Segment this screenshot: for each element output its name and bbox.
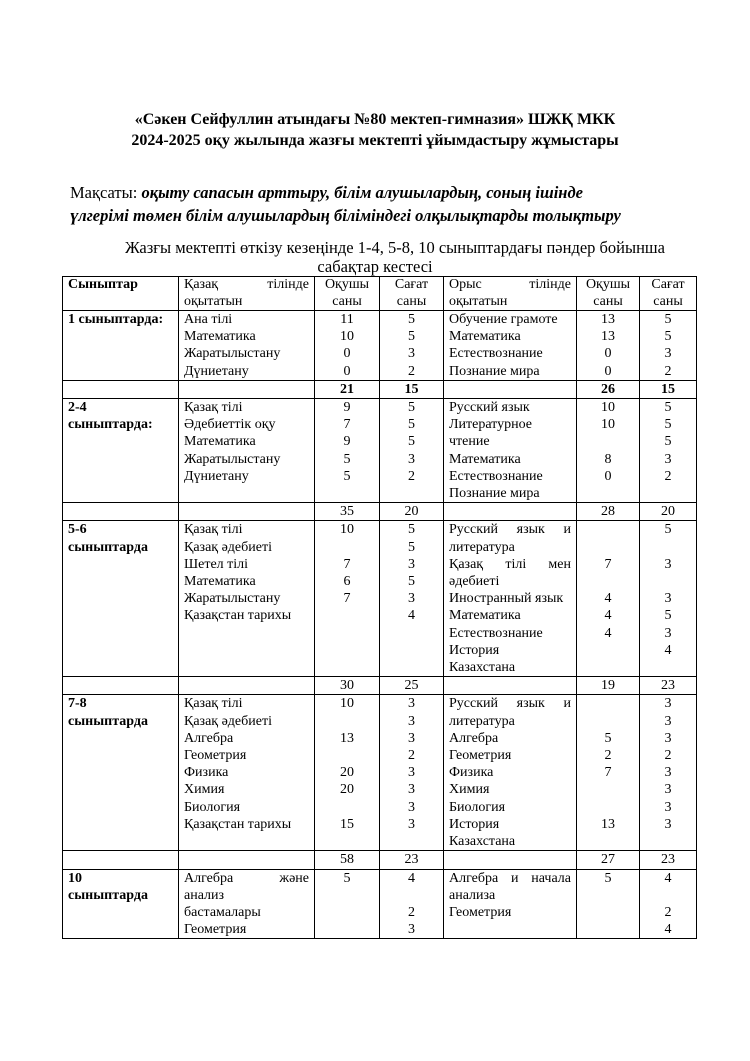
kaz-subject: Қазақстан тарихы [184, 608, 292, 624]
kaz-hours-value: 5 [408, 400, 415, 416]
rus-subject: әдебиеті [449, 574, 500, 590]
rus-students-value [582, 573, 634, 590]
kaz-hours-value: 3 [408, 556, 415, 572]
total-empty-cell [444, 677, 577, 695]
kaz-students-value: 9 [343, 434, 351, 450]
rus-hours-value: 5 [664, 312, 672, 327]
kaz-hours-value: 3 [408, 713, 415, 729]
group-label-text: сыныптарда [68, 713, 148, 729]
total-empty-cell [63, 851, 179, 869]
rus-subject: Естествознание [449, 625, 543, 641]
rus-subject: литература [449, 713, 515, 729]
kaz-subject: Алгебра [184, 730, 234, 746]
total-kaz-hours: 25 [380, 677, 444, 695]
total-kaz-hours: 15 [380, 380, 444, 398]
kaz-subject: Шетел тілі [184, 556, 249, 572]
rus-subject: Русский язык и [449, 696, 571, 712]
rus-subject: Иностранный язык [449, 591, 564, 607]
rus-subject: Математика [449, 329, 521, 345]
rus-hours-value: 3 [664, 696, 672, 712]
rus-students-value [582, 521, 634, 538]
kaz-students-value: 6 [343, 574, 351, 590]
kaz-subject: бастамалары [184, 904, 261, 920]
total-rus-hours: 23 [640, 677, 697, 695]
kaz-hours-value: 2 [408, 904, 415, 920]
kaz-hours-value: 3 [408, 346, 415, 362]
header-classes: Сыныптар [63, 277, 179, 311]
kaz-hours-value: 3 [408, 730, 415, 746]
rus-subjects [444, 311, 577, 381]
kaz-subject: Математика [184, 434, 256, 450]
rus-hours-value [645, 485, 691, 502]
rus-students-value: 4 [604, 591, 612, 607]
header-rus [444, 277, 577, 311]
rus-hours-value: 3 [664, 591, 672, 607]
rus-hours [640, 695, 697, 851]
header-rus-word2: тілінде [529, 277, 571, 292]
kaz-students-value: 20 [340, 765, 354, 781]
rus-subject: Геометрия [449, 904, 512, 920]
kaz-students-value: 5 [343, 870, 351, 886]
group-row [63, 869, 697, 939]
rus-hours-value [645, 659, 691, 676]
group-row [63, 521, 697, 677]
kaz-subject: Биология [184, 799, 241, 815]
rus-students-value [582, 713, 634, 730]
rus-hours-value: 3 [664, 782, 672, 798]
table-header-row [63, 277, 697, 311]
total-rus-students: 26 [577, 380, 640, 398]
kaz-students-value [320, 607, 374, 624]
table-caption-line2: сабақтар кестесі [317, 257, 433, 276]
kaz-students-value: 13 [340, 730, 354, 746]
rus-subject: Алгебра [449, 730, 499, 746]
header-kaz-word3: оқытатын [184, 293, 243, 309]
header-hours-word1: Сағат [394, 277, 429, 292]
table-caption-line1: Жазғы мектепті өткізу кезеңінде 1-4, 5-8, 10 сыныптардағы пәндер бойынша [125, 238, 665, 257]
goal-line2 [70, 204, 710, 227]
kaz-hours [380, 521, 444, 677]
header-students-word2: саны [332, 293, 362, 309]
total-kaz-students: 30 [315, 677, 380, 695]
total-kaz-students: 58 [315, 851, 380, 869]
rus-hours [640, 311, 697, 381]
total-empty-cell [444, 503, 577, 521]
rus-hours-value: 4 [664, 922, 672, 938]
kaz-hours-value: 3 [408, 922, 415, 938]
goal-label: Мақсаты: [70, 183, 138, 202]
rus-students [577, 521, 640, 677]
rus-students-value [582, 833, 634, 850]
kaz-subject: Геометрия [184, 748, 247, 764]
kaz-students [315, 869, 380, 939]
rus-hours-value: 5 [664, 400, 672, 416]
kaz-students-value: 7 [343, 417, 351, 433]
group-row [63, 695, 697, 851]
rus-students-value: 7 [604, 556, 612, 572]
kaz-hours-value: 5 [408, 434, 415, 450]
kaz-hours [380, 869, 444, 939]
rus-hours-value [645, 573, 691, 590]
total-kaz-hours: 20 [380, 503, 444, 521]
rus-subject: Русский язык [449, 400, 530, 416]
rus-students-value: 0 [604, 468, 612, 484]
rus-subject: Математика [449, 608, 521, 624]
rus-hours-value: 5 [664, 434, 672, 450]
kaz-students-value: 7 [343, 591, 351, 607]
kaz-students-value: 5 [343, 451, 351, 467]
kaz-subject: Физика [184, 765, 229, 781]
rus-hours [640, 869, 697, 939]
total-empty-cell [444, 851, 577, 869]
rus-hours-value: 5 [664, 522, 672, 538]
kaz-subject: Жаратылыстану [184, 591, 281, 607]
rus-hours-value: 3 [664, 556, 672, 572]
rus-subject: Қазақ тілі мен [449, 556, 571, 572]
total-rus-students: 28 [577, 503, 640, 521]
rus-hours-value: 3 [664, 346, 672, 362]
rus-students-value [582, 887, 634, 904]
total-empty-cell [63, 677, 179, 695]
kaz-subjects [179, 869, 315, 939]
rus-hours-value: 5 [664, 329, 672, 345]
kaz-hours-value: 3 [408, 451, 415, 467]
rus-students-value: 0 [604, 346, 612, 362]
header-students2-word1: Оқушы [585, 277, 631, 292]
kaz-students-value [320, 887, 374, 904]
kaz-subject: Математика [184, 574, 256, 590]
rus-subject: Казахстана [449, 660, 516, 676]
rus-hours [640, 521, 697, 677]
total-row [63, 503, 697, 521]
goal-line1 [70, 181, 710, 204]
group-label [63, 399, 179, 503]
rus-students-value [582, 659, 634, 676]
kaz-subject: Жаратылыстану [184, 451, 281, 467]
group-label [63, 869, 179, 939]
kaz-hours-value: 5 [408, 522, 415, 538]
rus-subjects [444, 399, 577, 503]
total-empty-cell [444, 380, 577, 398]
rus-hours-value [645, 539, 691, 556]
group-label [63, 695, 179, 851]
kaz-students [315, 521, 380, 677]
rus-students-value [582, 799, 634, 816]
kaz-subject: Әдебиеттік оқу [184, 417, 276, 433]
kaz-subject: Қазақ әдебиеті [184, 539, 272, 555]
rus-hours-value: 5 [664, 608, 672, 624]
header-hours-word2: саны [396, 293, 427, 309]
header-kaz-students [315, 277, 380, 311]
header-rus-hours [640, 277, 697, 311]
kaz-students-value: 10 [340, 522, 354, 538]
rus-students-value: 4 [604, 608, 612, 624]
kaz-subjects [179, 521, 315, 677]
rus-subject: Физика [449, 765, 494, 781]
rus-students-value [582, 539, 634, 556]
kaz-subject: Қазақстан тарихы [184, 816, 292, 832]
kaz-students-value: 9 [343, 400, 351, 416]
kaz-students-value: 20 [340, 782, 354, 798]
rus-subject: Геометрия [449, 748, 512, 764]
rus-hours-value: 4 [664, 642, 672, 658]
kaz-subjects [179, 399, 315, 503]
rus-subjects [444, 521, 577, 677]
rus-hours-value: 2 [664, 748, 672, 764]
rus-subject: Химия [449, 782, 490, 798]
kaz-students [315, 399, 380, 503]
kaz-subject: Жаратылыстану [184, 346, 281, 362]
rus-students-value: 7 [604, 765, 612, 781]
total-row [63, 677, 697, 695]
document-title-line1: «Сәкен Сейфуллин атындағы №80 мектеп-гимназия» ШЖҚ МКК [134, 111, 616, 128]
schedule-table [62, 276, 697, 939]
kaz-students-value [320, 747, 374, 764]
total-kaz-hours: 23 [380, 851, 444, 869]
kaz-subject: Дүниетану [184, 363, 249, 379]
kaz-hours-value: 3 [408, 765, 415, 781]
rus-subject: чтение [449, 434, 490, 450]
kaz-hours-value: 5 [408, 539, 415, 555]
kaz-subject: Алгебра және [184, 870, 309, 886]
rus-subject: Русский язык и [449, 522, 571, 538]
header-rus-word3: оқытатын [449, 293, 508, 309]
kaz-subject: Дүниетану [184, 468, 249, 484]
kaz-students-value [320, 904, 374, 921]
kaz-hours [380, 695, 444, 851]
header-hours2-word2: саны [653, 293, 683, 309]
kaz-subject: анализ [184, 887, 225, 903]
kaz-subject: Математика [184, 329, 256, 345]
rus-hours-value: 3 [664, 816, 672, 832]
document-title-line2: 2024-2025 оқу жылында жазғы мектепті ұйымдастыру жұмыстары [131, 132, 619, 149]
header-students2-word2: саны [593, 293, 623, 309]
rus-subject: История [449, 816, 500, 832]
rus-subject [449, 921, 571, 938]
header-students-word1: Оқушы [324, 277, 370, 292]
kaz-students [315, 695, 380, 851]
kaz-students-value: 15 [340, 816, 354, 832]
header-kaz-word2: тілінде [267, 277, 309, 292]
header-kaz-word1: Қазақ [184, 277, 219, 292]
rus-subject: анализа [449, 887, 496, 903]
kaz-students-value: 10 [340, 696, 354, 712]
group-label-text: 5-6 [68, 522, 87, 538]
rus-hours-value: 2 [664, 363, 672, 379]
total-row [63, 380, 697, 398]
header-kaz [179, 277, 315, 311]
rus-students-value [582, 642, 634, 659]
rus-hours-value: 2 [664, 904, 672, 920]
kaz-students-value: 5 [343, 468, 351, 484]
rus-hours-value: 2 [664, 468, 672, 484]
rus-students-value: 5 [604, 870, 612, 886]
goal-text1: оқыту сапасын арттыру, білім алушылардың, соның ішінде [141, 183, 583, 202]
rus-hours-value: 3 [664, 713, 672, 729]
total-rus-hours: 23 [640, 851, 697, 869]
kaz-students-value [320, 713, 374, 730]
rus-subject: Познание мира [449, 363, 540, 379]
rus-students [577, 695, 640, 851]
rus-students-value [582, 433, 634, 450]
total-kaz-students: 35 [315, 503, 380, 521]
kaz-hours-value: 3 [408, 782, 415, 798]
group-row [63, 399, 697, 503]
kaz-students-value [320, 539, 374, 556]
rus-students [577, 399, 640, 503]
kaz-hours-value: 2 [408, 468, 415, 484]
total-row [63, 851, 697, 869]
goal-text2: үлгерімі төмен білім алушылардың біліміндегі олқылықтарды толықтыру [70, 206, 621, 225]
kaz-hours-value: 3 [408, 799, 415, 815]
rus-students-value: 4 [604, 625, 612, 641]
rus-subject: Познание мира [449, 486, 540, 502]
kaz-subject: Қазақ тілі [184, 696, 243, 712]
total-empty-cell [63, 380, 179, 398]
rus-subject: Естествознание [449, 346, 543, 362]
group-row [63, 311, 697, 381]
rus-students-value [582, 485, 634, 502]
rus-subject: Естествознание [449, 468, 543, 484]
kaz-students-value [320, 799, 374, 816]
kaz-hours-value: 5 [408, 574, 415, 590]
group-label-text: сыныптарда [68, 887, 148, 903]
rus-subject: Казахстана [449, 834, 516, 850]
kaz-students-value: 7 [343, 556, 351, 572]
rus-students [577, 311, 640, 381]
rus-students-value: 5 [604, 730, 612, 746]
total-kaz-students: 21 [315, 380, 380, 398]
rus-subject: Литературное [449, 417, 532, 433]
rus-hours-value: 3 [664, 799, 672, 815]
total-empty-cell [179, 380, 315, 398]
kaz-students-value: 11 [340, 312, 354, 327]
kaz-hours-value: 3 [408, 696, 415, 712]
kaz-hours-value: 3 [408, 591, 415, 607]
kaz-subject: Қазақ тілі [184, 522, 243, 538]
rus-subject: Биология [449, 799, 506, 815]
kaz-students-value: 10 [340, 329, 354, 345]
group-label [63, 521, 179, 677]
total-empty-cell [63, 503, 179, 521]
kaz-students-value: 0 [343, 363, 351, 379]
group-label-text: 10 [68, 870, 82, 886]
rus-subject: Алгебра и начала [449, 870, 571, 886]
rus-subjects [444, 695, 577, 851]
rus-subject: Математика [449, 451, 521, 467]
kaz-subject: Қазақ әдебиеті [184, 713, 272, 729]
total-empty-cell [179, 851, 315, 869]
kaz-students-value: 0 [343, 346, 351, 362]
kaz-hours [380, 399, 444, 503]
rus-students-value [582, 904, 634, 921]
kaz-hours [380, 311, 444, 381]
kaz-subject: Қазақ тілі [184, 400, 243, 416]
total-empty-cell [179, 677, 315, 695]
kaz-subjects [179, 695, 315, 851]
rus-hours-value: 3 [664, 625, 672, 641]
rus-students-value: 13 [601, 312, 615, 327]
rus-hours-value: 5 [664, 417, 672, 433]
rus-students-value [582, 781, 634, 798]
group-label-text: сыныптарда: [68, 417, 153, 433]
kaz-students [315, 311, 380, 381]
kaz-hours-value: 5 [408, 312, 415, 327]
rus-hours-value: 4 [664, 870, 672, 886]
rus-subjects [444, 869, 577, 939]
rus-students-value: 0 [604, 363, 612, 379]
kaz-subjects [179, 311, 315, 381]
kaz-hours-value: 5 [408, 417, 415, 433]
kaz-hours-value: 2 [408, 363, 415, 379]
rus-students-value: 10 [601, 400, 615, 416]
rus-students-value: 8 [604, 451, 612, 467]
kaz-hours-value: 2 [408, 748, 415, 764]
rus-hours [640, 399, 697, 503]
header-hours2-word1: Сағат [651, 277, 685, 292]
rus-students [577, 869, 640, 939]
rus-students-value: 13 [601, 816, 615, 832]
total-empty-cell [179, 503, 315, 521]
header-rus-students [577, 277, 640, 311]
rus-hours-value [645, 833, 691, 850]
kaz-hours-value: 4 [408, 608, 415, 624]
group-label [63, 311, 179, 381]
rus-students-value: 10 [601, 417, 615, 433]
group-label-text: 1 сыныптарда: [68, 312, 164, 327]
rus-subject: История [449, 642, 500, 658]
group-label-text: сыныптарда [68, 539, 148, 555]
kaz-students-value [320, 921, 374, 938]
header-rus-word1: Орыс [449, 277, 482, 292]
total-rus-hours: 15 [640, 380, 697, 398]
kaz-hours-value: 4 [408, 870, 415, 886]
kaz-hours-value [385, 887, 438, 904]
rus-students-value: 2 [604, 748, 612, 764]
kaz-hours-value: 3 [408, 816, 415, 832]
total-rus-hours: 20 [640, 503, 697, 521]
rus-hours-value: 3 [664, 730, 672, 746]
group-label-text: 7-8 [68, 696, 87, 712]
rus-hours-value: 3 [664, 451, 672, 467]
rus-subject: Обучение грамоте [449, 312, 558, 327]
rus-subject: литература [449, 539, 515, 555]
rus-students-value [582, 695, 634, 712]
total-rus-students: 27 [577, 851, 640, 869]
rus-students-value [582, 921, 634, 938]
kaz-subject: Ана тілі [184, 312, 233, 327]
kaz-hours-value: 5 [408, 329, 415, 345]
rus-students-value: 13 [601, 329, 615, 345]
rus-hours-value: 3 [664, 765, 672, 781]
kaz-subject: Химия [184, 782, 225, 798]
rus-hours-value [645, 887, 691, 904]
kaz-subject: Геометрия [184, 922, 247, 938]
group-label-text: 2-4 [68, 400, 87, 416]
total-rus-students: 19 [577, 677, 640, 695]
header-kaz-hours [380, 277, 444, 311]
